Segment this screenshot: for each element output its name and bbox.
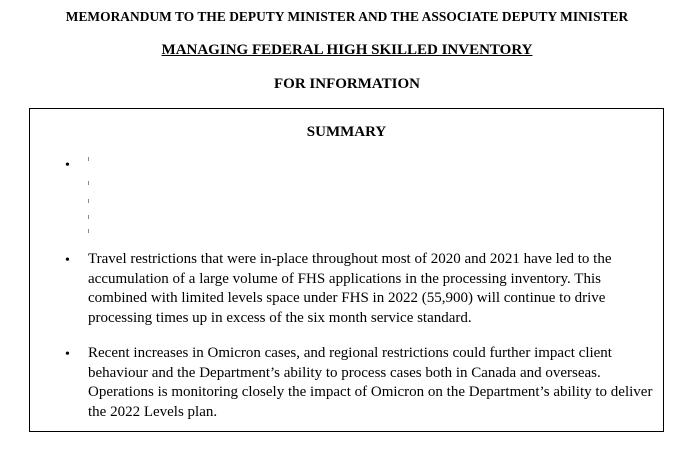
bullet-icon: • (65, 253, 70, 268)
summary-box (29, 108, 664, 432)
redacted-text-area (88, 157, 92, 233)
summary-point-omicron: Recent increases in Omicron cases, and regional restrictions could further impact client behaviour and the Department’s ability to process cases both in Canada and overseas. Operations is monitoring closely the impact of Omicron on the Department’s ability to deliver the 2022 Levels plan. (88, 345, 653, 420)
memo-purpose: FOR INFORMATION (274, 76, 420, 92)
bullet-icon: • (65, 158, 70, 173)
bullet-icon: • (65, 347, 70, 362)
memo-title: MANAGING FEDERAL HIGH SKILLED INVENTORY (161, 42, 533, 58)
memo-addressee: MEMORANDUM TO THE DEPUTY MINISTER AND THE ASSOCIATE DEPUTY MINISTER (65, 9, 629, 24)
summary-point-travel-restrictions: Travel restrictions that were in-place throughout most of 2020 and 2021 have led to the accumulation of a large volume of FHS applications in the processing inventory. This combined with limited levels space under FHS in 2022 (55,900) will continue to drive processing times up in excess of the six month service standard. (88, 251, 612, 326)
summary-heading: SUMMARY (306, 124, 387, 140)
